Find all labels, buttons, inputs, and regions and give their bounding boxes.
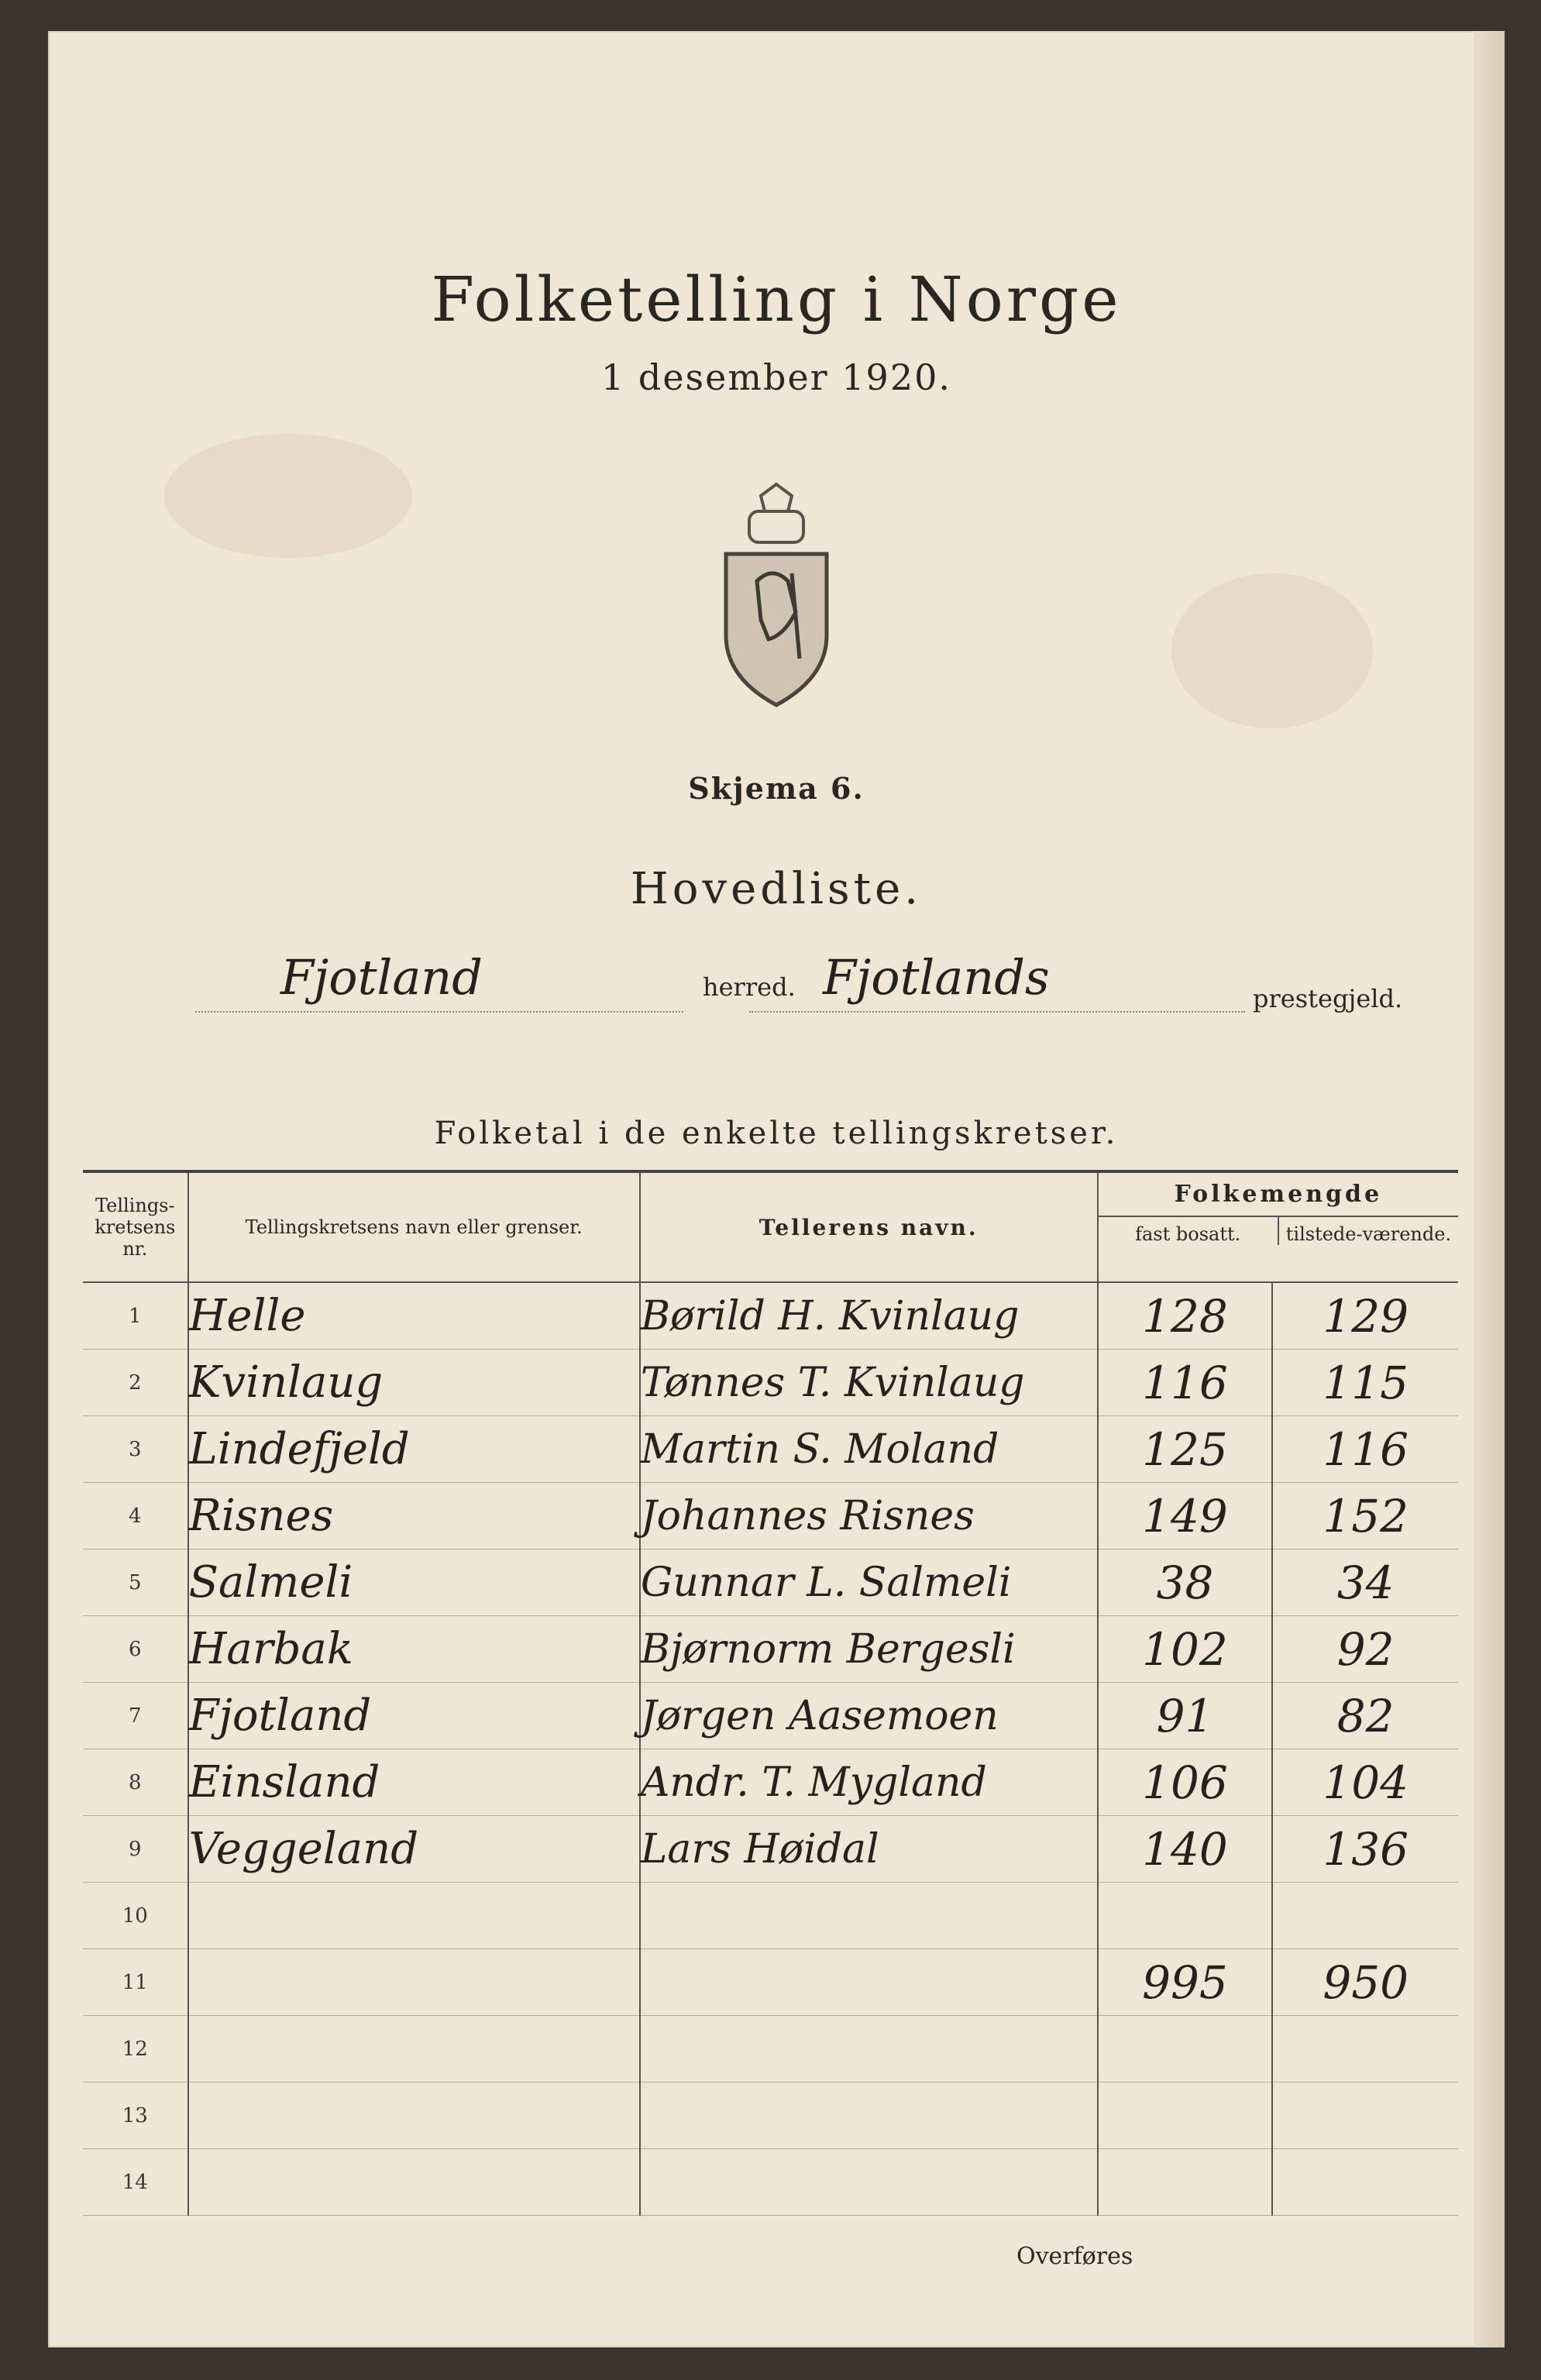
header-nr: Tellings-kretsens nr. (83, 1171, 188, 1282)
row-fast-bosatt (1098, 2016, 1273, 2082)
row-tilstedevaerende (1272, 1883, 1458, 1949)
row-fast-bosatt: 116 (1098, 1350, 1273, 1416)
row-district-name (188, 2149, 640, 2216)
row-teller-name (640, 2149, 1098, 2216)
folkemengde-label: Folkemengde (1099, 1173, 1458, 1217)
row-tilstedevaerende: 116 (1272, 1416, 1458, 1483)
list-heading: Hovedliste. (630, 864, 923, 914)
table-row (83, 1483, 1458, 1549)
row-teller-name (640, 2016, 1098, 2082)
row-district-name: Fjotland (188, 1683, 640, 1749)
row-teller-name: Jørgen Aasemoen (640, 1683, 1098, 1749)
row-tilstedevaerende: 152 (1272, 1483, 1458, 1549)
coat-of-arms-icon (714, 480, 838, 713)
row-nr: 13 (83, 2082, 188, 2149)
overfores-label: Overføres (1016, 2243, 1133, 2270)
schema-number: Skjema 6. (688, 771, 865, 806)
row-district-name (188, 2082, 640, 2149)
row-district-name: Lindefjeld (188, 1416, 640, 1483)
row-teller-name: Tønnes T. Kvinlaug (640, 1350, 1098, 1416)
row-teller-name (640, 1949, 1098, 2016)
herred-label: herred. (703, 972, 796, 1002)
row-tilstedevaerende: 104 (1272, 1749, 1458, 1816)
row-nr: 9 (83, 1816, 188, 1883)
table-row (83, 1282, 1458, 1350)
row-nr: 8 (83, 1749, 188, 1816)
census-page (48, 31, 1505, 2347)
row-fast-bosatt: 140 (1098, 1816, 1273, 1883)
table-row (83, 1816, 1458, 1883)
row-district-name: Helle (188, 1282, 640, 1350)
row-district-name: Salmeli (188, 1549, 640, 1616)
row-nr: 3 (83, 1416, 188, 1483)
row-fast-bosatt: 102 (1098, 1616, 1273, 1683)
table-row (83, 2149, 1458, 2216)
row-district-name (188, 1949, 640, 2016)
header-teller: Tellerens navn. (640, 1171, 1098, 1282)
stain (1171, 573, 1373, 728)
census-table (83, 1170, 1458, 2216)
row-tilstedevaerende (1272, 2149, 1458, 2216)
table-row (83, 1883, 1458, 1949)
header-fast: fast bosatt. (1099, 1217, 1279, 1245)
prestegjeld-value: Fjotlands (823, 949, 1050, 1006)
table-row (83, 1683, 1458, 1749)
row-tilstedevaerende: 950 (1272, 1949, 1458, 2016)
row-teller-name (640, 2082, 1098, 2149)
row-fast-bosatt: 106 (1098, 1749, 1273, 1816)
prestegjeld-line (749, 1011, 1245, 1013)
row-teller-name: Martin S. Moland (640, 1416, 1098, 1483)
row-nr: 7 (83, 1683, 188, 1749)
header-tilstede: tilstede-værende. (1285, 1223, 1452, 1245)
row-fast-bosatt: 125 (1098, 1416, 1273, 1483)
row-teller-name: Børild H. Kvinlaug (640, 1282, 1098, 1350)
census-date: 1 desember 1920. (601, 356, 951, 398)
row-teller-name: Johannes Risnes (640, 1483, 1098, 1549)
row-fast-bosatt: 128 (1098, 1282, 1273, 1350)
row-teller-name (640, 1883, 1098, 1949)
row-fast-bosatt: 995 (1098, 1949, 1273, 2016)
row-nr: 14 (83, 2149, 188, 2216)
row-district-name: Kvinlaug (188, 1350, 640, 1416)
row-fast-bosatt: 91 (1098, 1683, 1273, 1749)
table-row (83, 2016, 1458, 2082)
row-tilstedevaerende: 34 (1272, 1549, 1458, 1616)
table-row (83, 1549, 1458, 1616)
row-nr: 2 (83, 1350, 188, 1416)
row-nr: 1 (83, 1282, 188, 1350)
row-nr: 5 (83, 1549, 188, 1616)
herred-line (195, 1011, 683, 1013)
page-title: Folketelling i Norge (431, 263, 1122, 335)
row-fast-bosatt (1098, 2149, 1273, 2216)
row-district-name (188, 2016, 640, 2082)
row-teller-name: Andr. T. Mygland (640, 1749, 1098, 1816)
row-fast-bosatt: 149 (1098, 1483, 1273, 1549)
table-row (83, 1749, 1458, 1816)
row-district-name: Einsland (188, 1749, 640, 1816)
row-fast-bosatt: 38 (1098, 1549, 1273, 1616)
herred-value: Fjotland (280, 949, 483, 1006)
row-fast-bosatt (1098, 2082, 1273, 2149)
row-tilstedevaerende: 92 (1272, 1616, 1458, 1683)
row-nr: 10 (83, 1883, 188, 1949)
row-tilstedevaerende: 115 (1272, 1350, 1458, 1416)
header-folkemengde (1098, 1171, 1458, 1282)
row-nr: 4 (83, 1483, 188, 1549)
prestegjeld-label: prestegjeld. (1253, 984, 1403, 1013)
row-tilstedevaerende (1272, 2016, 1458, 2082)
table-row (83, 1616, 1458, 1683)
row-nr: 11 (83, 1949, 188, 2016)
row-district-name: Risnes (188, 1483, 640, 1549)
row-tilstedevaerende: 82 (1272, 1683, 1458, 1749)
row-tilstedevaerende: 129 (1272, 1282, 1458, 1350)
row-district-name: Veggeland (188, 1816, 640, 1883)
row-teller-name: Lars Høidal (640, 1816, 1098, 1883)
row-district-name: Harbak (188, 1616, 640, 1683)
table-header (83, 1171, 1458, 1282)
row-fast-bosatt (1098, 1883, 1273, 1949)
table-row (83, 1350, 1458, 1416)
table-row (83, 1949, 1458, 2016)
row-teller-name: Bjørnorm Bergesli (640, 1616, 1098, 1683)
row-district-name (188, 1883, 640, 1949)
row-nr: 12 (83, 2016, 188, 2082)
stain (164, 434, 412, 558)
table-row (83, 1416, 1458, 1483)
table-row (83, 2082, 1458, 2149)
row-tilstedevaerende (1272, 2082, 1458, 2149)
row-tilstedevaerende: 136 (1272, 1816, 1458, 1883)
header-name: Tellingskretsens navn eller grenser. (188, 1171, 640, 1282)
row-nr: 6 (83, 1616, 188, 1683)
row-teller-name: Gunnar L. Salmeli (640, 1549, 1098, 1616)
table-subtitle: Folketal i de enkelte tellingskretser. (434, 1116, 1119, 1151)
